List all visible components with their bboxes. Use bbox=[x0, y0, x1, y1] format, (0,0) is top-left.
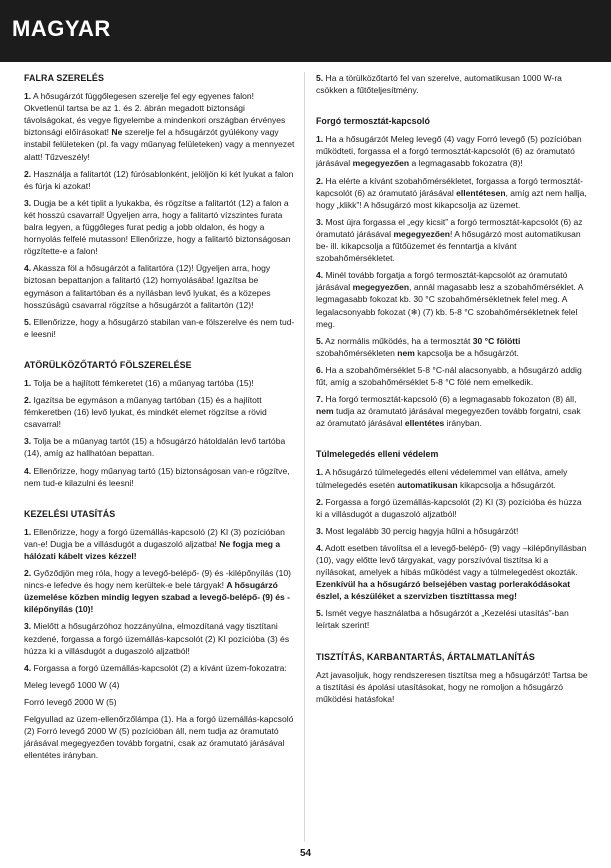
wall-mounting-step-1: 1. A hősugárzót függőlegesen szerelje fel egy egyenes falon! Okvetlenül tartsa be az 1. és 2. ábrán megadott biztonsági távolságokat, és vegye figyelembe a mindenkori országban érvényes biztonsági előírásokat! Ne szerelje fel a hősugárzót gyúlékony vagy instabil felületeken (pl. fa vagy műanyag felületeken) vagy a mennyezet alatt! Tűzveszély! bbox=[24, 91, 295, 162]
section-title-cleaning: TISZTÍTÁS, KARBANTARTÁS, ÁRTALMATLANÍTÁS bbox=[316, 651, 535, 662]
thermostat-step-3: 3. Most újra forgassa el „egy kicsit” a forgó termosztát-kapcsolót (6) az óramutató járásával megegyezően! A hősugárzó most automatikusan be- ill. kikapcsolja a fűtőüzemet és fenntartja a kívánt szobahőmérsékletet. bbox=[316, 216, 583, 264]
right-column bbox=[316, 72, 588, 710]
page-number: 54 bbox=[299, 848, 312, 859]
operating-step-2: 2. Győződjön meg róla, hogy a levegő-belépő- (9) és -kilépőnyílás (10) nincs-e lefedve és hogy nem kerültek-e bele tárgyak! A hősugárzó üzemelése közben mindig legyen szabad a levegő-belépő- (9) és -kilépőnyílás (10)! bbox=[24, 568, 292, 615]
section-title-operating-instructions: KEZELÉSI UTASÍTÁS bbox=[24, 508, 116, 519]
column-divider bbox=[304, 72, 305, 842]
overheat-step-5: 5. Ismét vegye használatba a hősugárzót a „Kezelési utasítás”-ban leírtak szerint! bbox=[316, 608, 569, 631]
section-title-overheat-protection: Túlmelegedés elleni védelem bbox=[316, 449, 439, 460]
thermostat-step-1: 1. Ha a hősugárzót Meleg levegő (4) vagy Forró levegő (5) pozícióban működteti, forgassa el a forgó termosztát-kapcsolót (6) az óramutató járásával megegyezően a legmagasabb fokozatra (8)! bbox=[316, 134, 582, 169]
thermostat-step-2: 2. Ha elérte a kívánt szobahőmérsékletet, forgassa a forgó termosztát-kapcsolót (6) az óramutató járásával ellentétesen, amíg azt nem hallja, hogy „klikk”! A hősugárzó most kikapcsolja az üzemet. bbox=[316, 175, 587, 210]
cleaning-paragraph: Azt javasoljuk, hogy rendszeresen tisztítsa meg a hősugárzót! Tartsa be a tisztítási és ápolási utasításokat, hogy ne romoljon a hősugárzó működési hatásfoka! bbox=[316, 669, 588, 704]
thermostat-step-5: 5. Az normális működés, ha a termosztát 30 °C fölötti szobahőmérsékleten nem kapcsolja be a hősugárzót. bbox=[316, 335, 521, 358]
wall-mounting-step-2: 2. Használja a falitartót (12) fúrósablonként, jelöljön ki két lyukat a falon és fúrja ki azokat! bbox=[24, 168, 294, 191]
language-header-banner bbox=[0, 0, 611, 62]
overheat-step-4: 4. Adott esetben távolítsa el a levegő-belépő- (9) vagy –kilépőnyílásban (10), vagy előtte levő tárgyakat, vagy porszívóval tisztítsa ki a nyílásokat, amelyek a hibás működést vagy a túlmelegedést okozták. Ezenkívül ha a hősugárzó belsejében vastag porlerakódásokat észlel, a készüléket a szervizben tisztíttassa meg! bbox=[316, 542, 587, 602]
operating-mode-warm: Meleg levegő 1000 W (4) bbox=[24, 679, 120, 690]
overheat-step-1: 1. A hősugárzó túlmelegedés elleni védelemmel van ellátva, amely túlmelegedés esetén automatikusan kikapcsolja a hősugárzót. bbox=[316, 467, 568, 490]
overheat-step-3: 3. Most legalább 30 percig hagyja hűlni a hősugárzót! bbox=[316, 525, 519, 536]
language-title: MAGYAR bbox=[12, 16, 111, 41]
wall-mounting-step-4: 4. Akassza föl a hősugárzót a falitartóra (12)! Ügyeljen arra, hogy biztosan bepattanjon a falitartó (12) hornyolásába! Igazítsa be egymáson a falitartóban és a nyílásban levő lyukat, és a közepes hosszúságú csavarral rögzítse a hősugárzót a falitartón (12)! bbox=[24, 263, 271, 310]
towel-holder-step-4: 4. Ellenőrizze, hogy műanyag tartó (15) biztonságosan van-e rögzítve, nem tud-e kilazulni és leesni! bbox=[24, 465, 290, 488]
section-title-towel-holder: ATÖRÜLKÖZŐTARTÓ FÖLSZERELÉSE bbox=[24, 359, 192, 370]
wall-mounting-step-5: 5. Ellenőrizze, hogy a hősugárzó stabilan van-e fölszerelve és nem tud-e leesni! bbox=[24, 316, 295, 339]
thermostat-step-6: 6. Ha a szobahőmérséklet 5-8 °C-nál alacsonyabb, a hősugárzó addig fűt, amíg a szobahőmérséklet 5-8 °C fölé nem emelkedik. bbox=[316, 364, 582, 387]
section-title-wall-mounting: FALRA SZERELÉS bbox=[24, 73, 104, 83]
operating-step-4: 4. Forgassa a forgó üzemállás-kapcsolót (2) a kívánt üzem-fokozatra: bbox=[24, 662, 287, 673]
operating-step-3: 3. Mielőtt a hősugárzóhoz hozzányúlna, elmozdítaná vagy tisztítani kezdené, forgassa a forgó üzemállás-kapcsolót (2) KI pozícióba (3) és húzza ki a villásdugót a dugaszoló aljzatból! bbox=[24, 621, 290, 656]
left-column bbox=[24, 72, 296, 766]
towel-holder-step-3: 3. Tolja be a műanyag tartót (15) a hősugárzó hátoldalán levő tartóba (14), amíg az hallhatóan bepattan. bbox=[24, 436, 286, 459]
operating-indicator-note: Felgyullad az üzem-ellenőrzőlámpa (1). Ha a forgó üzemállás-kapcsoló (2) Forró levegő 2000 W (5) pozícióban áll, nem tudja az óramutató járásával megegyezően tovább forgatni, csak az óramutató járásával ellentétes irányban. bbox=[24, 714, 294, 761]
operating-mode-hot: Forró levegő 2000 W (5) bbox=[24, 696, 117, 707]
towel-holder-step-2: 2. Igazítsa be egymáson a műanyag tartóban (15) és a hajlított fémkeretben (16) levő lyukat, és mindkét elemet rögzítse a rövid csavarral! bbox=[24, 395, 267, 430]
section-title-thermostat: Forgó termosztát-kapcsoló bbox=[316, 116, 430, 127]
overheat-step-2: 2. Forgassa a forgó üzemállás-kapcsolót (2) KI (3) pozícióba és húzza ki a villásdugót a dugaszoló aljzatból! bbox=[316, 496, 582, 519]
thermostat-step-7: 7. Ha forgó termosztát-kapcsoló (6) a legmagasabb fokozaton (8) áll, nem tudja az óramutató járásával megegyezően tovább forgatni, csak az óramutató járásával ellentétes irányban. bbox=[316, 394, 581, 429]
operating-step-1: 1. Ellenőrizze, hogy a forgó üzemállás-kapcsoló (2) KI (3) pozícióban van-e! Dugja be a villásdugót a dugaszoló aljzatba! Ne fogja meg a hálózati kábelt vizes kézzel! bbox=[24, 526, 285, 561]
towel-holder-step-1: 1. Tolja be a hajlított fémkeretet (16) a műanyag tartóba (15)! bbox=[24, 377, 254, 388]
thermostat-step-4: 4. Minél tovább forgatja a forgó termosztát-kapcsolót az óramutató járásával megegyezően, annál magasabb lesz a szobahőmérséklet. A legmagasabb fokozat kb. 30 °C szobahőmérsékletnek felel meg. A legalacsonyabb fokozat (❄) (7) kb. 5-8 °C szobahőmérsékletnek felel meg. bbox=[316, 270, 584, 329]
wall-mounting-step-3: 3. Dugja be a két tiplit a lyukakba, és rögzítse a falitartót (12) a falon a két hosszú csavarral! Ügyeljen arra, hogy a falitartó vízszintes furata balra legyen, a függőleges furat pedig a jobb oldalon, és hogy a hornyolás felfelé mutasson! Ellenőrizze, hogy a falitartó biztonságosan rögzítette-e a falon! bbox=[24, 197, 291, 257]
operating-step-5: 5. Ha a törülközőtartó fel van szerelve, automatikusan 1000 W-ra csökken a fűtőteljesítmény. bbox=[316, 73, 562, 96]
